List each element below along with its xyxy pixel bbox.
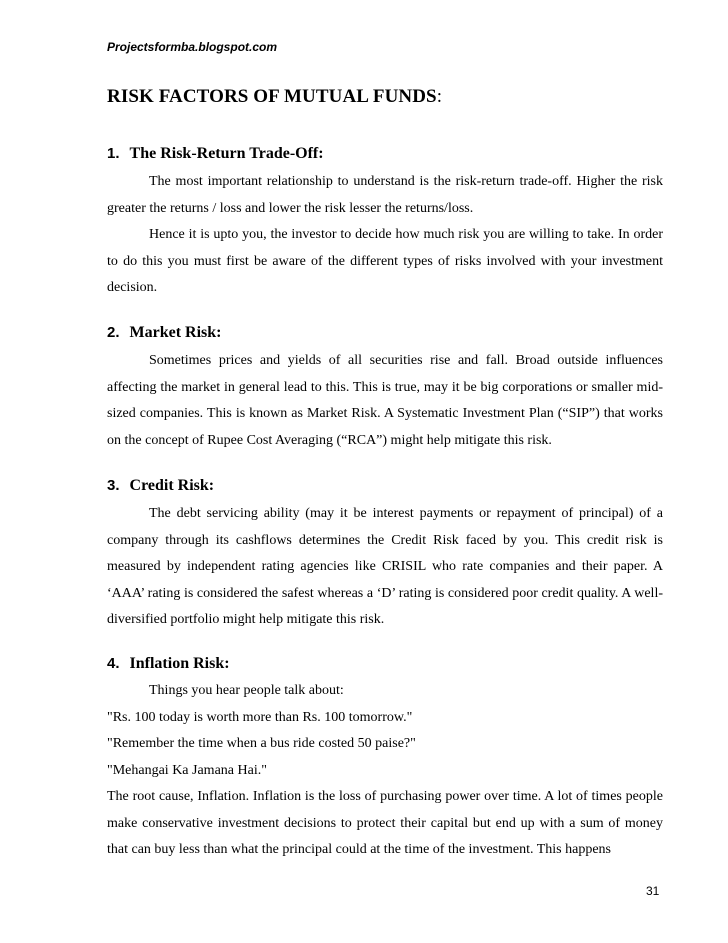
page-header: Projectsformba.blogspot.com [107,40,278,54]
quote-line: "Mehangai Ka Jamana Hai." [107,762,267,778]
section-title: Credit Risk: [129,477,215,494]
section-number: 4. [107,655,120,672]
section-heading-market-risk [107,324,222,342]
section-number: 1. [107,145,120,162]
title-text: RISK FACTORS OF MUTUAL FUNDS [107,86,437,107]
paragraph-credit-risk: The debt servicing ability (may it be interest payments or repayment of principal) of a company through its cashflows determines the Credit Risk faced by you. This credit risk is measured by independent rating agencies like CRISIL who rate companies and their paper. A ‘AAA’ rating is considered the safest whereas a ‘D’ rating is considered poor credit quality. A well-diversified portfolio might help mitigate this risk. [107,506,663,627]
quote-line: "Remember the time when a bus ride costed 50 paise?" [107,736,416,751]
quote-line: "Rs. 100 today is worth more than Rs. 100 tomorrow." [107,709,413,725]
inflation-body: The root cause, Inflation. Inflation is the loss of purchasing power over time. A lot of times people make conservative investment decisions to protect their capital but end up with a sum of money that can buy less than what the principal could at the time of the investment. This happens [107,789,663,857]
section-heading-credit-risk [107,477,214,495]
section-number: 3. [107,477,120,494]
inflation-risk-block [107,678,663,864]
paragraph-risk-return-2: Hence it is upto you, the investor to decide how much risk you are willing to take. In order to do this you must first be aware of the different types of risks involved with your investment decision. [107,227,663,295]
page-title [107,86,442,108]
section-title: The Risk-Return Trade-Off: [129,145,324,162]
section-heading-risk-return [107,145,324,163]
paragraph-risk-return-1: The most important relationship to understand is the risk-return trade-off. Higher the risk greater the returns / loss and lower the risk lesser the returns/loss. [107,174,663,216]
section-title: Inflation Risk: [129,655,230,672]
inflation-intro: Things you hear people talk about: [149,683,344,698]
paragraph-market-risk: Sometimes prices and yields of all securities rise and fall. Broad outside influences affecting the market in general lead to this. This is true, may it be big corporations or smaller mid-sized companies. This is known as Market Risk. A Systematic Investment Plan (“SIP”) that works on the concept of Rupee Cost Averaging (“RCA”) might help mitigate this risk. [107,353,663,448]
title-colon: : [436,86,443,107]
section-number: 2. [107,324,120,341]
section-title: Market Risk: [129,324,222,341]
page-number: 31 [646,884,660,898]
section-heading-inflation-risk [107,655,230,673]
